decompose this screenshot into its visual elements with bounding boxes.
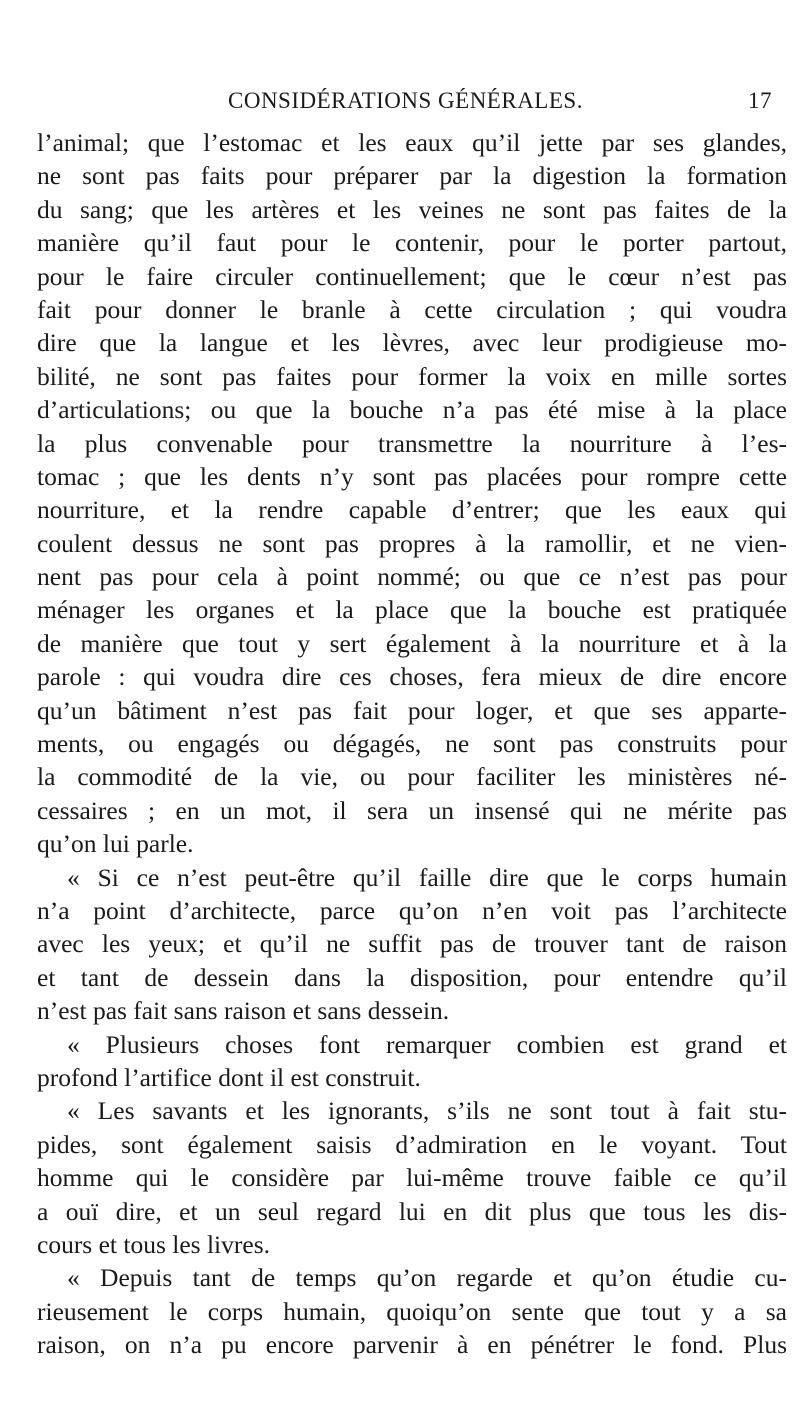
text-line: « Si ce n’est peut-être qu’il faille dire que le corps humain [67, 862, 787, 892]
text-line: n’a point d’architecte, parce qu’on n’en voit pas l’architecte [37, 895, 787, 925]
text-line: du sang; que les artères et les veines ne sont pas faites de la [37, 194, 787, 224]
text-line: « Les savants et les ignorants, s’ils ne sont tout à fait stu- [67, 1096, 787, 1126]
text-line: et tant de dessein dans la disposition, pour entendre qu’il [37, 962, 787, 992]
text-line: coulent dessus ne sont pas propres à la ramollir, et ne vien- [37, 528, 787, 558]
text-line: manière qu’il faut pour le contenir, pour le porter partout, [37, 228, 787, 258]
text-line: cours et tous les livres. [37, 1229, 270, 1259]
text-line: bilité, ne sont pas faites pour former la voix en mille sortes [37, 361, 787, 391]
text-line: profond l’artifice dont il est construit. [37, 1062, 421, 1092]
text-line: homme qui le considère par lui-même trouve faible ce qu’il [37, 1163, 787, 1193]
text-line: pides, sont également saisis d’admiration en le voyant. Tout [37, 1129, 787, 1159]
text-line: parole : qui voudra dire ces choses, fera mieux de dire encore [37, 662, 787, 692]
text-line: a ouï dire, et un seul regard lui en dit plus que tous les dis- [37, 1196, 787, 1226]
text-line: qu’un bâtiment n’est pas fait pour loger, et que ses apparte- [37, 695, 787, 725]
text-line: nent pas pour cela à point nommé; ou que ce n’est pas pour [37, 562, 787, 592]
text-line: raison, on n’a pu encore parvenir à en pénétrer le fond. Plus [37, 1330, 787, 1360]
page-number: 17 [748, 88, 772, 113]
text-line: « Depuis tant de temps qu’on regarde et qu’on étudie cu- [67, 1263, 787, 1293]
text-line: ments, ou engagés ou dégagés, ne sont pas construits pour [37, 729, 787, 759]
text-line: la plus convenable pour transmettre la nourriture à l’es- [37, 428, 787, 458]
text-line: « Plusieurs choses font remarquer combien est grand et [67, 1029, 787, 1059]
text-line: pour le faire circuler continuellement; que le cœur n’est pas [37, 261, 787, 291]
text-line: avec les yeux; et qu’il ne suffit pas de trouver tant de raison [37, 929, 787, 959]
text-line: ne sont pas faits pour préparer par la digestion la formation [37, 161, 787, 191]
text-line: fait pour donner le branle à cette circulation ; qui voudra [37, 294, 787, 324]
running-head [40, 88, 780, 120]
text-line: tomac ; que les dents n’y sont pas placées pour rompre cette [37, 461, 787, 491]
text-line: nourriture, et la rendre capable d’entrer; que les eaux qui [37, 495, 787, 525]
text-line: de manière que tout y sert également à la nourriture et à la [37, 628, 787, 658]
text-line: qu’on lui parle. [37, 829, 194, 859]
running-head-title: CONSIDÉRATIONS GÉNÉRALES. [228, 88, 583, 113]
text-line: cessaires ; en un mot, il sera un insensé qui ne mérite pas [37, 795, 787, 825]
body-text [37, 126, 787, 1361]
text-line: n’est pas fait sans raison et sans dessein. [37, 996, 450, 1026]
text-line: d’articulations; ou que la bouche n’a pas été mise à la place [37, 395, 787, 425]
text-line: dire que la langue et les lèvres, avec leur prodigieuse mo- [37, 328, 787, 358]
text-line: la commodité de la vie, ou pour faciliter les ministères né- [37, 762, 787, 792]
text-line: rieusement le corps humain, quoiqu’on sente que tout y a sa [37, 1296, 787, 1326]
text-line: l’animal; que l’estomac et les eaux qu’il jette par ses glandes, [37, 128, 787, 157]
text-line: ménager les organes et la place que la bouche est pratiquée [37, 595, 787, 625]
